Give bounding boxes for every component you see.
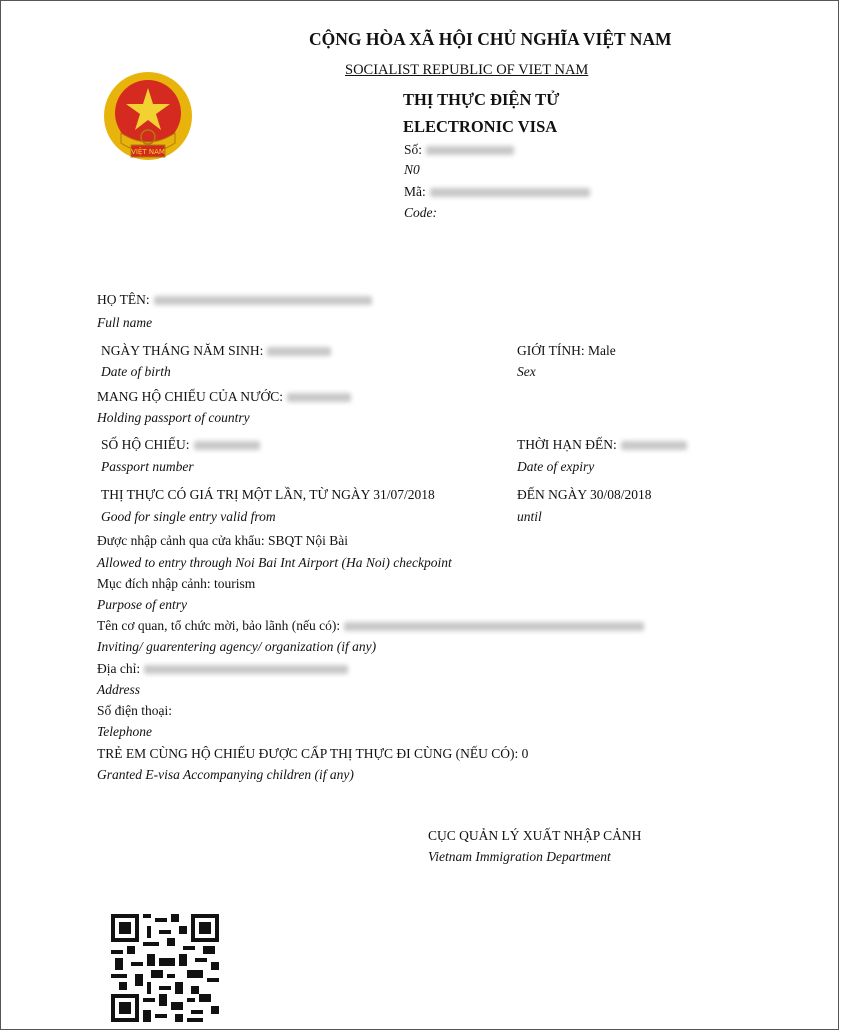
sex-label: GIỚI TÍNH: Male [517, 343, 616, 358]
passport-number-label-en: Passport number [101, 459, 194, 474]
passport-number-label: SỐ HỘ CHIẾU: [101, 437, 260, 453]
redacted-number [426, 146, 514, 155]
country-name-vn: CỘNG HÒA XÃ HỘI CHỦ NGHĨA VIỆT NAM [309, 29, 672, 49]
address-label-en: Address [97, 682, 140, 697]
full-name-label: HỌ TÊN: [97, 292, 372, 308]
issuer-vn: CỤC QUẢN LÝ XUẤT NHẬP CẢNH [428, 828, 642, 843]
entry-port-label: Được nhập cảnh qua cửa khẩu: SBQT Nội Bài [97, 533, 348, 548]
inviting-label-en: Inviting/ guarentering agency/ organization (if any) [97, 639, 377, 654]
until-label-en: until [517, 509, 542, 524]
dob-label: NGÀY THÁNG NĂM SINH: [101, 343, 331, 359]
dob-label-en: Date of birth [101, 364, 171, 379]
qr-code-icon [111, 914, 219, 1022]
validity-label: THỊ THỰC CÓ GIÁ TRỊ MỘT LẦN, TỪ NGÀY 31/07/2018 [101, 487, 435, 502]
title-vn: THỊ THỰC ĐIỆN TỬ [403, 90, 560, 109]
emblem-text: VIỆT NAM [131, 148, 165, 156]
redacted-passport-number [194, 441, 260, 450]
redacted-code [430, 188, 590, 197]
address-label: Địa chỉ: [97, 661, 348, 677]
visa-number-label-en: N0 [404, 162, 420, 177]
passport-country-label: MANG HỘ CHIẾU CỦA NƯỚC: [97, 389, 351, 405]
redacted-expiry [621, 441, 687, 450]
issuer-en: Vietnam Immigration Department [428, 849, 611, 864]
full-name-label-en: Full name [97, 315, 153, 330]
inviting-label: Tên cơ quan, tổ chức mời, bảo lãnh (nếu có): [97, 618, 644, 634]
redacted-address [144, 665, 348, 674]
children-label: TRẺ EM CÙNG HỘ CHIẾU ĐƯỢC CẤP THỊ THỰC ĐI CÙNG (NẾU CÓ): 0 [97, 746, 529, 761]
title-en: ELECTRONIC VISA [403, 117, 558, 136]
expiry-label: THỜI HẠN ĐẾN: [517, 437, 687, 453]
purpose-label-en: Purpose of entry [97, 597, 187, 612]
national-emblem-icon [101, 71, 195, 165]
redacted-inviting [344, 622, 644, 631]
until-label: ĐẾN NGÀY 30/08/2018 [517, 487, 652, 502]
redacted-country [287, 393, 351, 402]
redacted-full-name [154, 296, 372, 305]
visa-code-label: Mã: [404, 184, 590, 200]
redacted-dob [267, 347, 331, 356]
telephone-label-en: Telephone [97, 724, 152, 739]
visa-code-label-en: Code: [404, 205, 437, 220]
entry-port-label-en: Allowed to entry through Noi Bai Int Airport (Ha Noi) checkpoint [97, 555, 452, 570]
children-label-en: Granted E-visa Accompanying children (if any) [97, 767, 354, 782]
purpose-label: Mục đích nhập cảnh: tourism [97, 576, 256, 591]
telephone-label: Số điện thoại: [97, 703, 172, 718]
passport-country-label-en: Holding passport of country [97, 410, 250, 425]
expiry-label-en: Date of expiry [517, 459, 595, 474]
visa-number-label: Số: [404, 142, 514, 158]
country-name-en: SOCIALIST REPUBLIC OF VIET NAM [345, 62, 589, 78]
sex-label-en: Sex [517, 364, 536, 379]
validity-label-en: Good for single entry valid from [101, 509, 276, 524]
